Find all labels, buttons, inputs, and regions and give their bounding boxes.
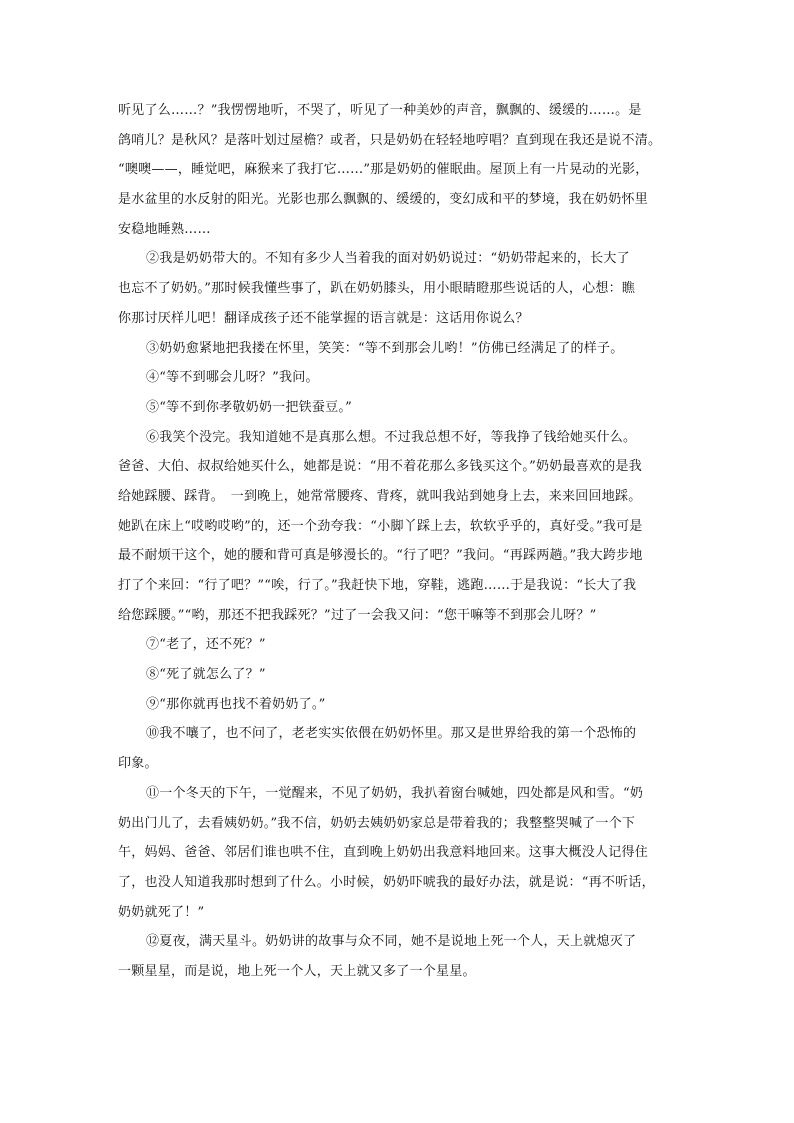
- text-line: 爸爸、大伯、叔叔给她买什么，她都是说：“用不着花那么多钱买这个。”奶奶最喜欢的是我: [118, 459, 643, 475]
- text-line: 安稳地睡熟……: [118, 221, 211, 237]
- text-line: 奶出门儿了，去看姨奶奶。”我不信，奶奶去姨奶奶家总是带着我的；我整整哭喊了一个下: [118, 815, 636, 831]
- text-line: 印象。: [118, 756, 158, 772]
- text-line: ④“等不到哪会儿呀？”我问。: [146, 370, 319, 386]
- text-line: 听见了么……？”我愣愣地听，不哭了，听见了一种美妙的声音，飘飘的、缓缓的……。是: [118, 103, 642, 118]
- text-line: 打了个来回：“行了吧？”“唉，行了。”我赶快下地，穿鞋，逃跑……于是我说：“长大了我: [118, 578, 637, 593]
- text-line: 也忘不了奶奶。”那时候我懂些事了，趴在奶奶膝头，用小眼睛瞪那些说话的人，心想：瞧: [118, 281, 636, 297]
- text-line: 奶奶就死了！”: [118, 904, 205, 920]
- text-line: ⑥我笑个没完。我知道她不是真那么想。不过我总想不好，等我挣了钱给她买什么。: [146, 429, 637, 445]
- text-line: ⑨“那你就再也找不着奶奶了。”: [146, 696, 326, 712]
- document-page: [118, 96, 686, 987]
- text-line: ⑪一个冬天的下午，一觉醒来，不见了奶奶，我扒着窗台喊她，四处都是风和雪。“奶: [146, 785, 644, 801]
- text-line: 给您踩腰。”“哟，那还不把我踩死？”过了一会我又问：“您干嘛等不到那会儿呀？”: [118, 607, 597, 623]
- text-line: “噢噢——，睡觉吧，麻猴来了我打它……”那是奶奶的催眠曲。屋顶上有一片晃动的光影，: [118, 162, 649, 178]
- text-line: 你那讨厌样儿吧！翻译成孩子还不能掌握的语言就是：这话用你说么？: [118, 310, 529, 326]
- text-line: ②我是奶奶带大的。不知有多少人当着我的面对奶奶说过：“奶奶带起来的，长大了: [146, 251, 630, 267]
- text-line: ⑫夏夜，满天星斗。奶奶讲的故事与众不同，她不是说地上死一个人，天上就熄灭了: [146, 934, 637, 950]
- text-line: 最不耐烦干这个，她的腰和背可真是够漫长的。“行了吧？”我问。“再踩两趟。”我大跨步地: [118, 548, 643, 564]
- text-line: 鸽哨儿？是秋风？是落叶划过屋檐？或者，只是奶奶在轻轻地哼唱？直到现在我还是说不清。: [118, 132, 662, 148]
- text-line: 她趴在床上“哎哟哎哟”的，还一个劲夸我：“小脚丫踩上去，软软乎乎的，真好受。”我可是: [118, 518, 643, 534]
- text-line: ③奶奶愈紧地把我搂在怀里，笑笑：“等不到那会儿哟！”仿佛已经满足了的样子。: [146, 340, 624, 356]
- text-line: ⑦“老了，还不死？”: [146, 637, 266, 653]
- text-line: 给她踩腰、踩背。 一到晚上，她常常腰疼、背疼，就叫我站到她身上去，来来回回地踩。: [118, 488, 642, 504]
- text-line: ⑩我不嚷了，也不问了，老老实实依偎在奶奶怀里。那又是世界给我的第一个恐怖的: [146, 726, 637, 742]
- text-line: 一颗星星，而是说，地上死一个人，天上就又多了一个星星。: [118, 963, 476, 979]
- text-line: 了，也没人知道我那时想到了什么。小时候，奶奶吓唬我的最好办法，就是说：“再不听话，: [118, 874, 655, 890]
- text-line: 午，妈妈、爸爸、邻居们谁也哄不住，直到晚上奶奶出我意料地回来。这事大概没人记得住: [118, 845, 649, 861]
- text-line: ⑧“死了就怎么了？”: [146, 667, 266, 683]
- text-line: ⑤“等不到你孝敬奶奶一把铁蚕豆。”: [146, 399, 353, 415]
- text-line: 是水盆里的水反射的阳光。光影也那么飘飘的、缓缓的，变幻成和平的梦境，我在奶奶怀里: [118, 192, 649, 208]
